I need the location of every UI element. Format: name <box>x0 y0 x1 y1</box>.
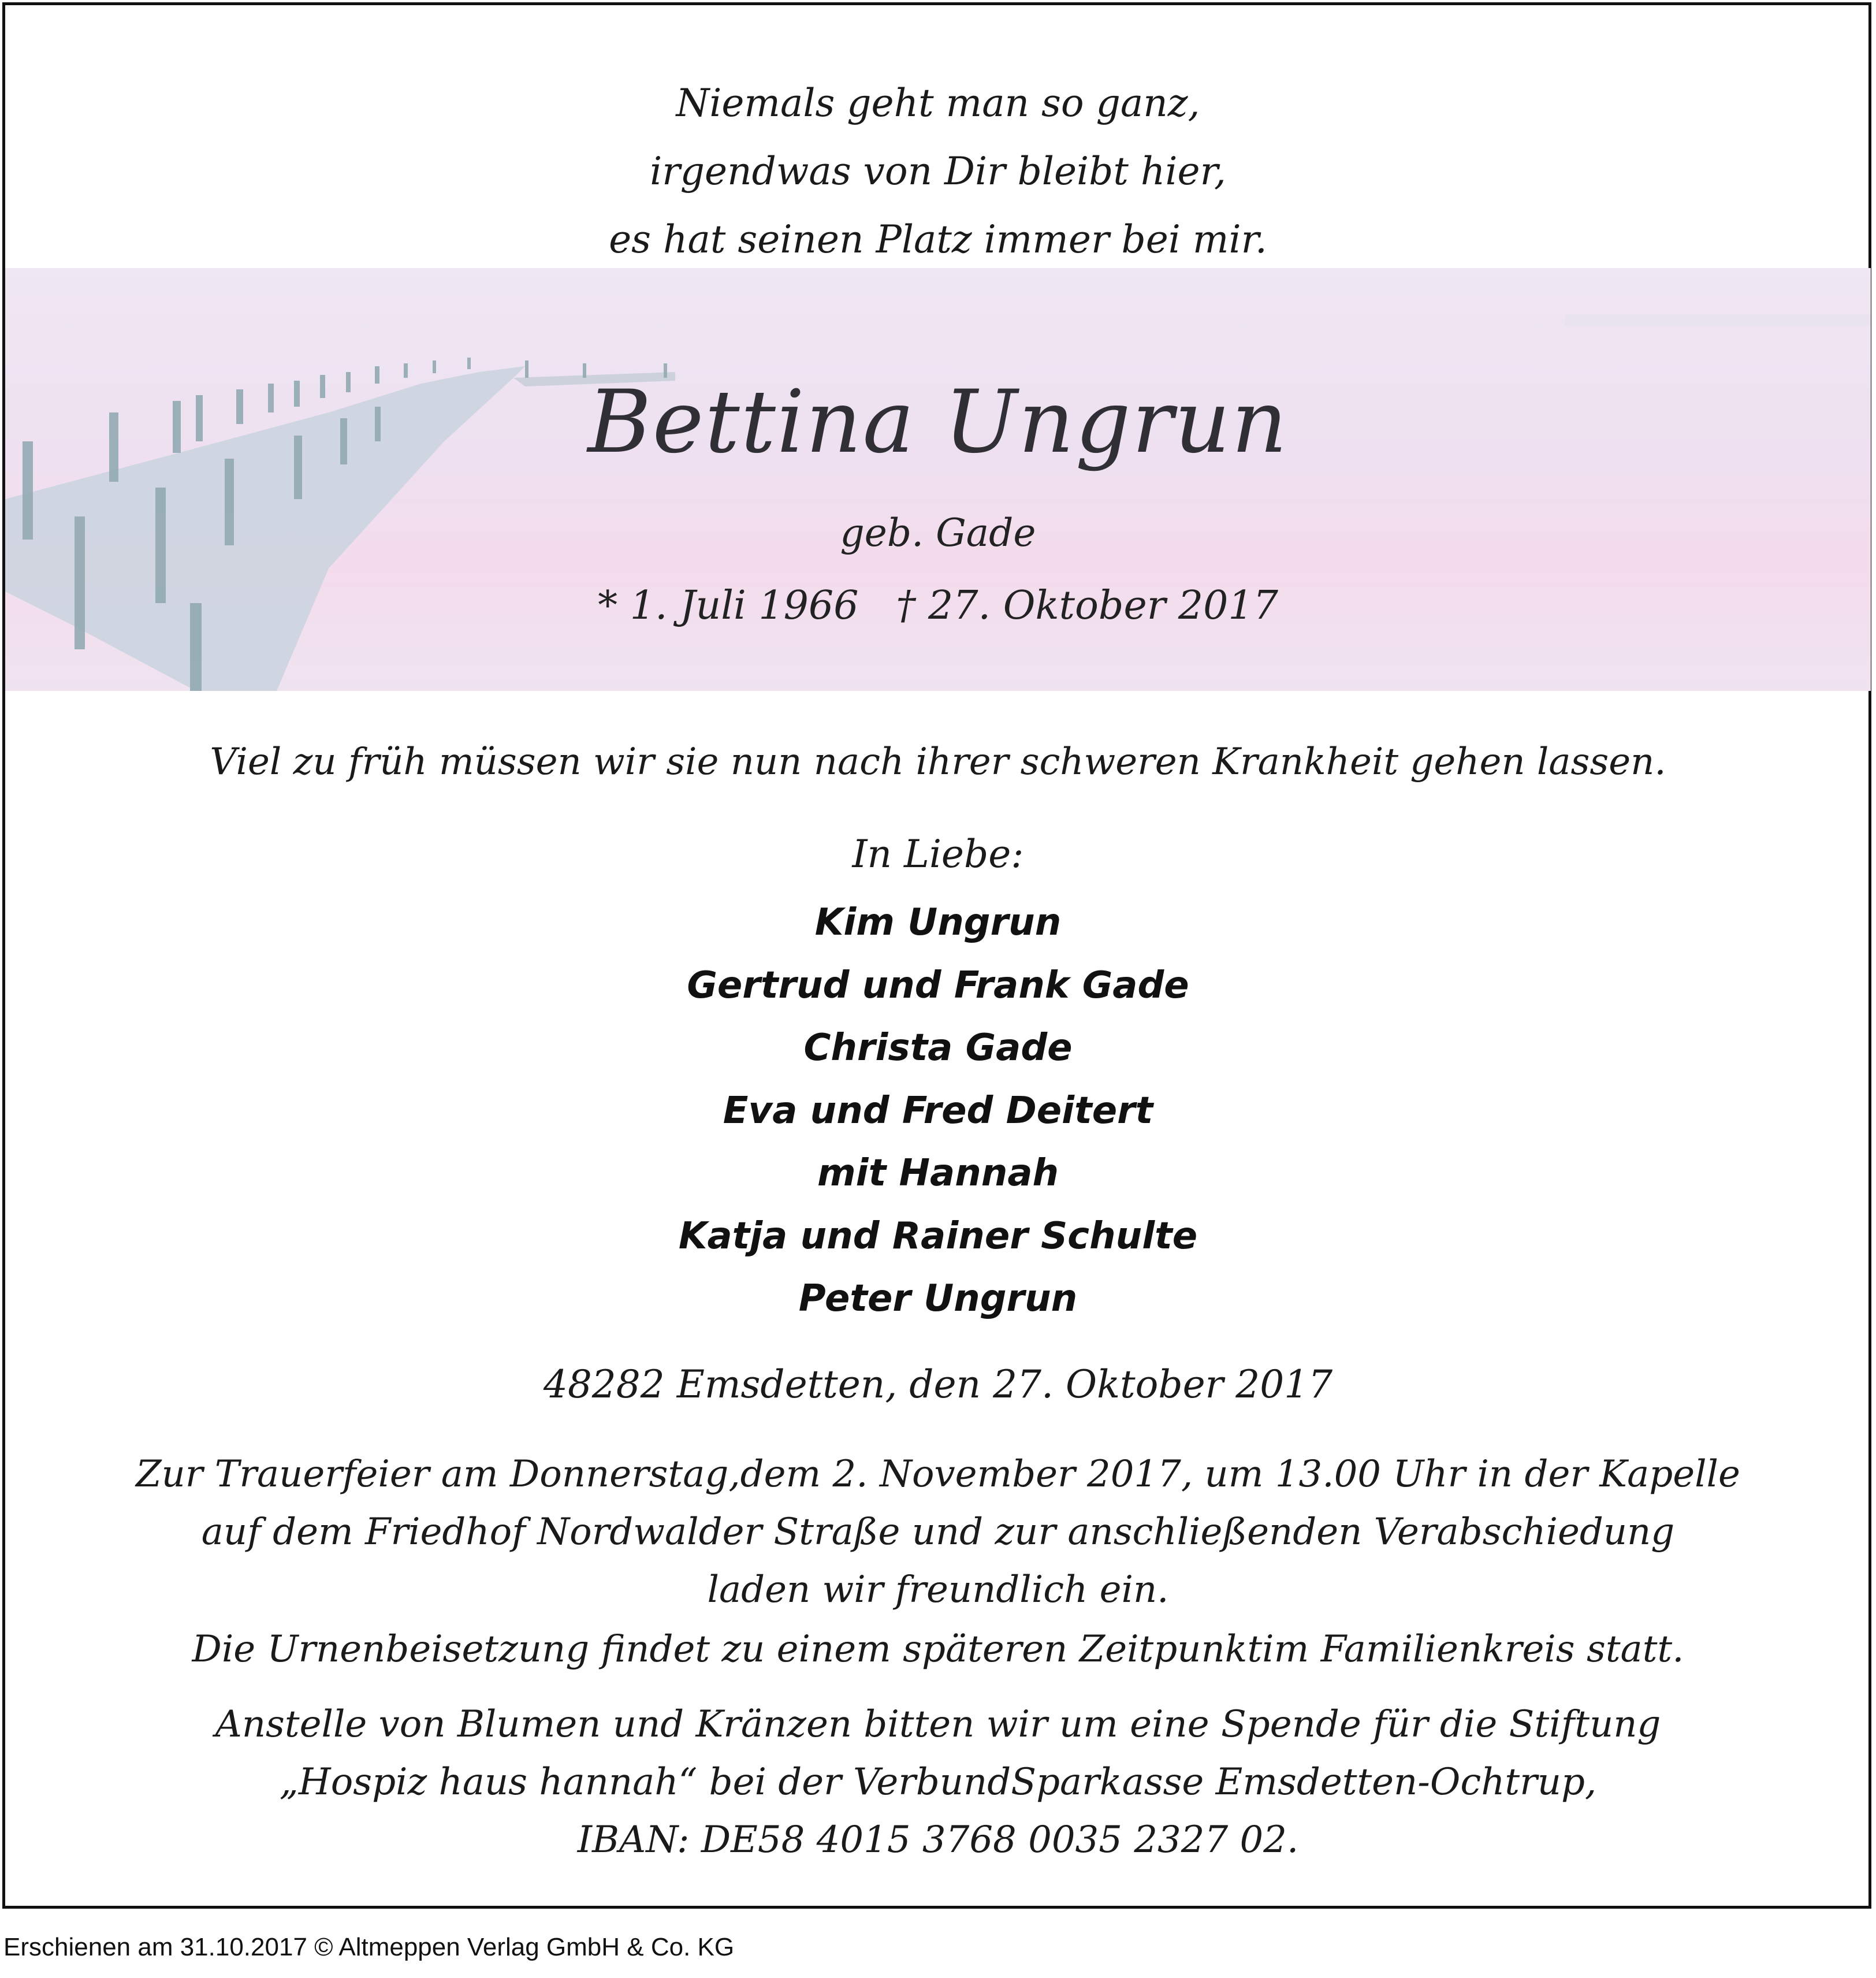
mourner-name: Eva und Fred Deitert <box>723 1089 1153 1132</box>
place-and-date: 48282 Emsdetten, den 27. Oktober 2017 <box>543 1362 1333 1407</box>
ceremony-line: auf dem Friedhof Nordwalder Straße und zur anschließenden Verabschiedung <box>201 1511 1675 1553</box>
mourner-name: Peter Ungrun <box>798 1277 1078 1320</box>
donation-info <box>0 1696 1876 1869</box>
poem-line: irgendwas von Dir bleibt hier, <box>650 149 1226 194</box>
birth-date: * 1. Juli 1966 <box>598 583 859 629</box>
pier-banner-image <box>5 268 1871 691</box>
ceremony-line: Zur Trauerfeier am Donnerstag,dem 2. November 2017, um 13.00 Uhr in der Kapelle <box>136 1453 1740 1496</box>
deceased-name: Bettina Ungrun <box>587 372 1289 473</box>
mourner-list <box>0 891 1876 1330</box>
poem <box>0 69 1876 274</box>
urn-burial-info: Die Urnenbeisetzung findet zu einem späteren Zeitpunktim Familienkreis statt. <box>192 1628 1684 1671</box>
death-date: † 27. Oktober 2017 <box>896 583 1278 629</box>
mourner-name: Katja und Rainer Schulte <box>678 1214 1198 1258</box>
poem-line: Niemals geht man so ganz, <box>676 81 1200 125</box>
mourner-name: Christa Gade <box>803 1027 1073 1069</box>
birth-name: geb. Gade <box>840 511 1036 555</box>
ceremony-info <box>0 1445 1876 1619</box>
life-dates <box>5 583 1871 629</box>
ceremony-line: laden wir freundlich ein. <box>707 1568 1169 1611</box>
mourner-name: Kim Ungrun <box>814 901 1062 944</box>
donation-line: Anstelle von Blumen und Kränzen bitten wir um eine Spende für die Stiftung <box>215 1703 1661 1746</box>
in-love-label: In Liebe: <box>852 832 1024 876</box>
mourner-name: Gertrud und Frank Gade <box>687 964 1189 1007</box>
farewell-sentence: Viel zu früh müssen wir sie nun nach ihrer schweren Krankheit gehen lassen. <box>210 741 1666 783</box>
donation-line: IBAN: DE58 4015 3768 0035 2327 02. <box>577 1819 1299 1861</box>
donation-line: „Hospiz haus hannah“ bei der VerbundSparkasse Emsdetten-Ochtrup, <box>279 1761 1597 1804</box>
publication-footer: Erschienen am 31.10.2017 © Altmeppen Verlag GmbH & Co. KG <box>3 1933 735 1961</box>
mourner-name: mit Hannah <box>817 1152 1059 1195</box>
poem-line: es hat seinen Platz immer bei mir. <box>609 217 1267 262</box>
